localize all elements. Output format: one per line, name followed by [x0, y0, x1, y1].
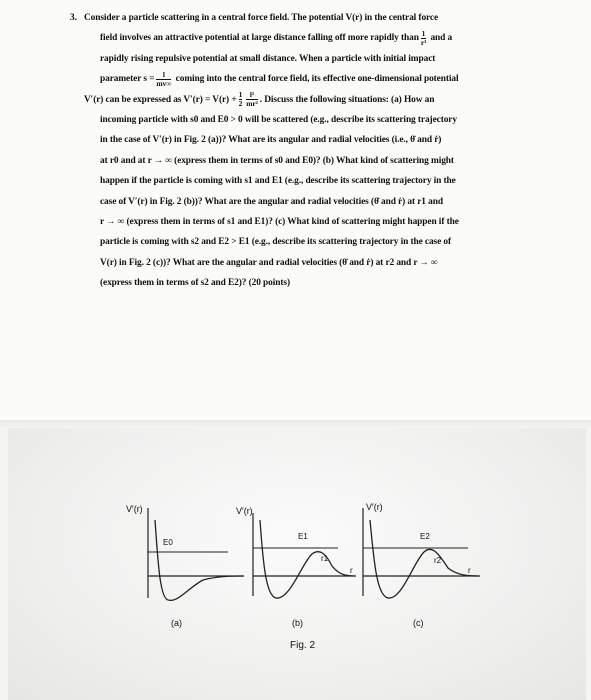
frac-num: l	[162, 69, 165, 79]
problem-number: 3.	[70, 13, 77, 23]
problem-text	[70, 8, 509, 293]
problem-line-1: Consider a particle scattering in a central force field. The potential V(r) in the central force	[84, 13, 439, 23]
problem-line-4	[84, 69, 509, 89]
problem-line-13: V(r) in Fig. 2 (c))? What are the angular and radial velocities (θ̇ and ṙ) at r2 and r → ∞	[100, 257, 438, 268]
potential-diagrams	[8, 428, 586, 700]
frac-num: 1	[421, 28, 426, 38]
discuss-text: . Discuss the following situations: (a) How an	[259, 94, 435, 105]
figure-photo	[8, 428, 586, 700]
ylabel-b: V′(r)	[236, 506, 253, 516]
fraction-inv-r3	[421, 30, 426, 47]
panel-label-a: (a)	[171, 618, 182, 628]
energy-label-c: E2	[420, 532, 430, 541]
problem-line-2	[84, 28, 509, 48]
effective-potential-text: coming into the central force field, its effective one-dimensional potential	[175, 74, 459, 85]
frac-den: mv∞	[156, 78, 172, 88]
panel-label-b: (b)	[292, 618, 303, 628]
radius-label-c: r2	[434, 556, 442, 565]
problem-line-2-text: field involves an attractive potential at large distance falling off more rapidly than	[100, 33, 419, 44]
problem-line-11: r → ∞ (express them in terms of s1 and E1)? (c) What kind of scattering might happen if the	[100, 216, 459, 227]
separator-strip	[0, 420, 591, 428]
frac-num: l²	[249, 89, 255, 99]
problem-line-7: in the case of V′(r) in Fig. 2 (a))? What are its angular and radial velocities (i.e., θ̇ and ṙ)	[100, 135, 442, 146]
panel-a	[148, 508, 244, 600]
radius-label-b: r1	[321, 554, 329, 563]
problem-line-9: happen if the particle is coming with s1 and E1 (e.g., describe its scattering trajectory in the	[100, 176, 456, 187]
frac-den: mr²	[246, 98, 258, 108]
axis-var-c: r	[468, 566, 471, 575]
fraction-half	[239, 91, 243, 108]
potential-curve-b	[260, 520, 356, 598]
axis-var-b: r	[350, 566, 353, 575]
panel-c	[363, 508, 480, 598]
problem-line-5	[84, 90, 509, 110]
energy-label-b: E1	[298, 532, 308, 541]
problem-line-14: (express them in terms of s2 and E2)? (20 points)	[100, 278, 290, 289]
frac-num: 1	[238, 89, 243, 99]
problem-line-3: rapidly rising repulsive potential at small distance. When a particle with initial impact	[100, 53, 436, 64]
ylabel-a: V′(r)	[126, 504, 143, 514]
problem-line-12: particle is coming with s2 and E2 > E1 (e.g., describe its scattering trajectory in the case of	[100, 237, 451, 248]
energy-label-a: E0	[163, 538, 173, 547]
veff-expression: V′(r) can be expressed as V′(r) = V(r) +	[84, 94, 237, 105]
problem-line-6: incoming particle with s0 and E0 > 0 will be scattered (e.g., describe its scattering trajectory	[100, 114, 457, 125]
fraction-l2-mr2	[246, 91, 258, 108]
panel-label-c: (c)	[413, 618, 424, 628]
potential-curve-a	[155, 520, 244, 600]
impact-param-text: parameter s =	[100, 74, 155, 85]
figure-caption: Fig. 2	[290, 640, 316, 651]
frac-den: r³	[420, 37, 427, 47]
ylabel-c: V′(r)	[366, 502, 383, 512]
fraction-l-mv	[156, 71, 171, 88]
frac-den: 2	[238, 98, 243, 108]
panel-b	[253, 513, 356, 598]
problem-line-8: at r0 and at r → ∞ (express them in terms of s0 and E0)? (b) What kind of scattering might	[100, 155, 454, 166]
problem-line-10: case of V′(r) in Fig. 2 (b))? What are the angular and radial velocities (θ̇ and ṙ) at r1 and	[100, 196, 443, 207]
and-a-text: and a	[430, 33, 453, 44]
